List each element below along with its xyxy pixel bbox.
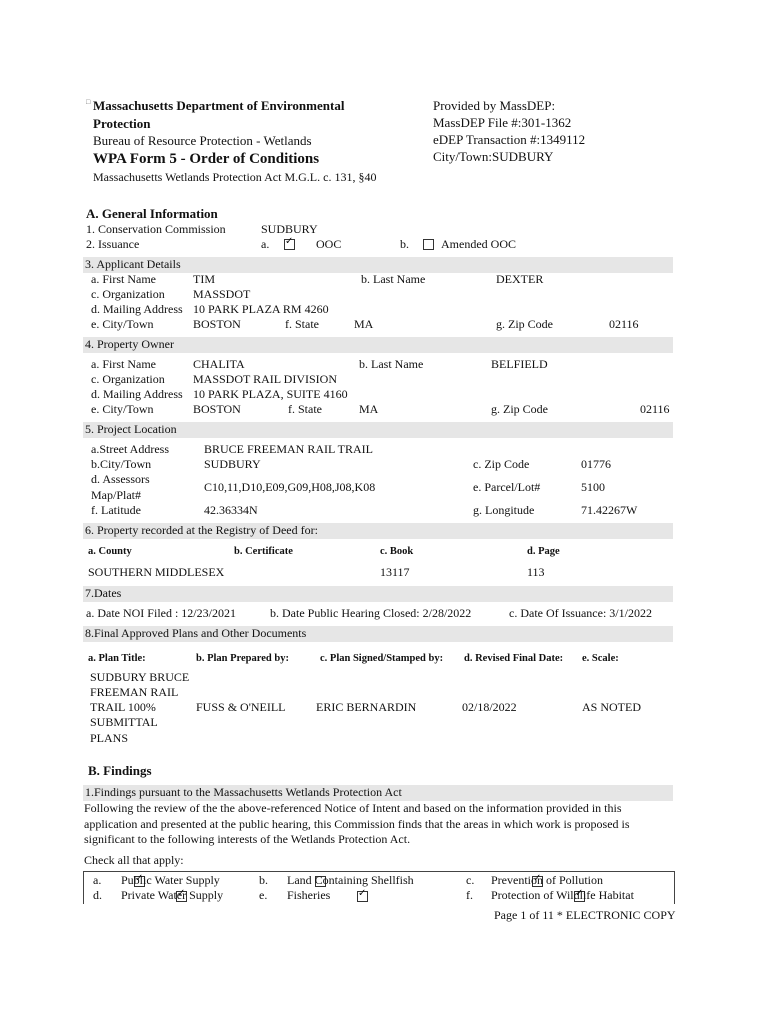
latitude-label: f. Latitude [91,503,141,517]
applicant-state-label: f. State [285,317,319,331]
book-value: 13117 [380,565,410,579]
owner-org-label: c. Organization [91,372,165,386]
plan-scale-col: e. Scale: [582,653,619,664]
plan-title-line4: SUBMITTAL [90,715,158,729]
massdep-file-number: MassDEP File #:301-1362 [433,115,572,130]
registry-band: 6. Property recorded at the Registry of Deed for: [83,523,673,539]
owner-last-name: BELFIELD [491,357,548,371]
issuance-amended-label: Amended OOC [441,237,516,251]
plan-revised-value: 02/18/2022 [462,700,517,714]
dates-band: 7.Dates [83,586,673,602]
form-title: WPA Form 5 - Order of Conditions [93,151,320,167]
owner-city-label: e. City/Town [91,402,154,416]
issuance-ooc-label: OOC [316,237,342,251]
findings-paragraph-line3: significant to the following interests of the Wetlands Protection Act. [84,832,411,846]
owner-state: MA [359,402,379,416]
applicant-last-name-label: b. Last Name [361,272,426,286]
plan-revised-col: d. Revised Final Date: [464,653,564,664]
county-value: SOUTHERN MIDDLESEX [88,565,225,579]
interest-e-label: Fisheries [287,888,331,902]
plan-scale-value: AS NOTED [582,700,641,714]
plan-prepared-col: b. Plan Prepared by: [196,653,289,664]
issuance-a-prefix: a. [261,237,270,251]
assessors-label-line2: Map/Plat# [91,488,141,502]
findings-band: 1.Findings pursuant to the Massachusetts Wetlands Protection Act [83,785,673,801]
interest-c-label: Prevention of Pollution [491,873,603,887]
location-zip-label: c. Zip Code [473,457,530,471]
interest-e-checkbox[interactable] [357,891,368,902]
applicant-org: MASSDOT [193,287,251,301]
owner-mail: 10 PARK PLAZA, SUITE 4160 [193,387,348,401]
owner-city: BOSTON [193,402,241,416]
applicant-band: 3. Applicant Details [83,257,673,273]
parcel-value: 5100 [581,480,605,494]
plan-signed-value: ERIC BERNARDIN [316,700,417,714]
location-city-label: b.City/Town [91,457,152,471]
longitude-value: 71.42267W [581,503,638,517]
agency-name-line1: Massachusetts Department of Environmental [93,98,345,113]
plan-prepared-value: FUSS & O'NEILL [196,700,286,714]
applicant-city-label: e. City/Town [91,317,154,331]
applicant-first-name-label: a. First Name [91,272,156,286]
applicant-last-name: DEXTER [496,272,544,286]
owner-band: 4. Property Owner [83,337,673,353]
plan-signed-col: c. Plan Signed/Stamped by: [320,653,444,664]
latitude-value: 42.36334N [204,503,258,517]
commission-value: SUDBURY [261,222,318,236]
location-city: SUDBURY [204,457,261,471]
interest-f-prefix: f. [466,888,473,902]
interest-c-prefix: c. [466,873,475,887]
findings-paragraph-line2: application and presented at the public hearing, this Commission finds that the areas in which work is proposed is [84,817,630,831]
owner-zip-label: g. Zip Code [491,402,548,416]
owner-zip: 02116 [640,402,670,416]
assessors-label-line1: d. Assessors [91,472,150,486]
applicant-zip-label: g. Zip Code [496,317,553,331]
owner-first-name-label: a. First Name [91,357,156,371]
section-b-heading: B. Findings [88,763,152,778]
applicant-zip: 02116 [609,317,639,331]
page-footer: Page 1 of 11 * ELECTRONIC COPY [494,908,676,922]
plan-title-line2: FREEMAN RAIL [90,685,179,699]
owner-first-name: CHALITA [193,357,245,371]
parcel-label: e. Parcel/Lot# [473,480,541,494]
bureau-name: Bureau of Resource Protection - Wetlands [93,133,312,148]
location-zip: 01776 [581,457,611,471]
date-noi-filed: a. Date NOI Filed : 12/23/2021 [86,606,236,620]
date-hearing-closed: b. Date Public Hearing Closed: 2/28/2022 [270,606,472,620]
plan-title-line5: PLANS [90,731,129,745]
findings-paragraph-line1: Following the review of the the above-referenced Notice of Intent and based on the information provided in this [84,801,622,815]
street-value: BRUCE FREEMAN RAIL TRAIL [204,442,374,456]
interest-b-prefix: b. [259,873,268,887]
plan-title-col: a. Plan Title: [88,653,146,664]
applicant-mail-label: d. Mailing Address [91,302,183,316]
plan-title-line1: SUDBURY BRUCE [90,670,190,684]
owner-mail-label: d. Mailing Address [91,387,183,401]
interest-b-label: Land Containing Shellfish [287,873,414,887]
plan-title-line3: TRAIL 100% [90,700,156,714]
form-mark-icon: □ [86,98,91,106]
owner-last-name-label: b. Last Name [359,357,424,371]
section-a-heading: A. General Information [86,206,218,221]
date-of-issuance: c. Date Of Issuance: 3/1/2022 [509,606,652,620]
applicant-city: BOSTON [193,317,241,331]
issuance-b-prefix: b. [400,237,409,251]
provided-by: Provided by MassDEP: [433,98,556,113]
issuance-label: 2. Issuance [86,237,140,251]
book-label: c. Book [380,546,414,557]
page-label: d. Page [527,546,560,557]
issuance-ooc-checkbox[interactable] [284,239,295,250]
commission-label: 1. Conservation Commission [86,222,226,236]
county-label: a. County [88,546,132,557]
act-reference: Massachusetts Wetlands Protection Act M.G.L. c. 131, §40 [93,170,377,184]
interest-a-prefix: a. [93,873,102,887]
interest-e-prefix: e. [259,888,268,902]
owner-state-label: f. State [288,402,322,416]
interest-d-label: Private Water Supply [121,888,224,902]
certificate-label: b. Certificate [234,546,293,557]
applicant-state: MA [354,317,374,331]
check-all-label: Check all that apply: [84,853,184,867]
owner-org: MASSDOT RAIL DIVISION [193,372,338,386]
applicant-first-name: TIM [193,272,215,286]
interest-f-label: Protection of Wildlife Habitat [491,888,634,902]
applicant-org-label: c. Organization [91,287,165,301]
applicant-mail: 10 PARK PLAZA RM 4260 [193,302,329,316]
assessors-value: C10,11,D10,E09,G09,H08,J08,K08 [204,480,376,494]
street-label: a.Street Address [91,442,169,456]
city-town-header: City/Town:SUDBURY [433,149,554,164]
longitude-label: g. Longitude [473,503,535,517]
page-value: 113 [527,565,545,579]
plans-band: 8.Final Approved Plans and Other Documents [83,626,673,642]
edep-transaction: eDEP Transaction #:1349112 [433,132,586,147]
issuance-amended-checkbox[interactable] [423,239,434,250]
location-band: 5. Project Location [83,422,673,438]
agency-name-line2: Protection [93,116,151,131]
interest-d-prefix: d. [93,888,102,902]
interest-a-label: Public Water Supply [121,873,220,887]
